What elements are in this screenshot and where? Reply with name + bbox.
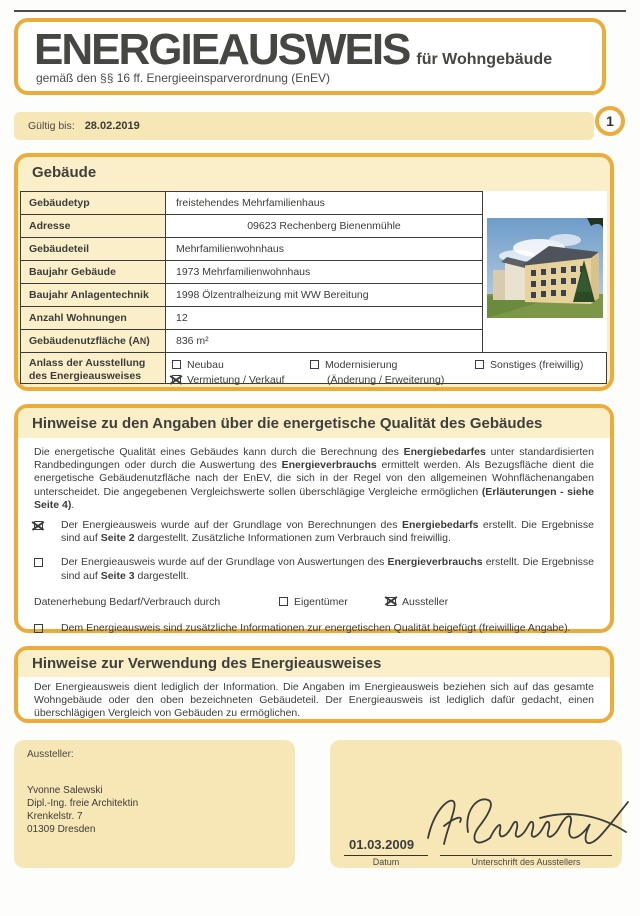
checkbox-eigentuemer-icon[interactable]: [279, 597, 288, 606]
anlass-row: [20, 352, 607, 384]
checkbox-neubau-icon[interactable]: [172, 360, 181, 369]
datenerhebung-label: Datenerhebung Bedarf/Verbrauch durch: [34, 595, 221, 608]
anlass-col-2: Modernisierung (Änderung / Erweiterung): [310, 358, 444, 388]
table-row: Adresse 09623 Rechenberg Bienenmühle: [21, 215, 482, 238]
hinweise-verwendung-title: Hinweise zur Verwendung des Energieausweises: [32, 655, 382, 672]
zusatzinfo-item: Dem Energieausweis sind zusätzliche Informationen zur energetischen Qualität beigefügt (freiwillige Angabe).: [34, 622, 594, 635]
checkbox-zusatzinfo-icon[interactable]: [34, 624, 43, 633]
signature-underline: [440, 855, 612, 856]
table-row: Gebäudeteil Mehrfamilienwohnhaus: [21, 238, 482, 261]
bedarfs-item: Der Energieausweis wurde auf der Grundlage von Berechnungen des Energiebedarfs erstellt. Die Ergebnisse sind auf Seite 2 dargestellt. Zusätzliche Informationen zum Verbrauch sind freiwillig.: [34, 519, 594, 545]
validity-label: Gültig bis:: [28, 120, 75, 132]
validity-strip: [14, 112, 594, 140]
table-row: Gebäudenutzfläche (A N ) 836 m²: [21, 330, 482, 353]
page-number: 1: [606, 113, 614, 129]
date-label: Datum: [372, 857, 400, 867]
verwendung-paragraph: Der Energieausweis dient lediglich der Information. Die Angaben im Energieausweis beziehen sich auf das gesamte Wohngebäude oder den oben bezeichneten Gebäudeteil. Der Energieausweis ist lediglich dafür gedacht, einen überschlägigen Vergleich von Gebäuden zu ermöglichen.: [34, 681, 594, 720]
building-photo: [487, 218, 603, 318]
title-box: [14, 18, 606, 95]
law-reference: gemäß den §§ 16 ff. Energieeinsparverordnung (EnEV): [36, 71, 330, 85]
hinweise-verwendung-header-band: [18, 650, 610, 677]
hinweise-qualitaet-title: Hinweise zu den Angaben über die energetische Qualität des Gebäudes: [32, 414, 543, 432]
datenerhebung-line: Datenerhebung Bedarf/Verbrauch durch Eigentümer Aussteller: [34, 595, 449, 608]
checkbox-energieverbrauch-icon[interactable]: [34, 558, 43, 567]
checkbox-vermietung-icon[interactable]: [172, 375, 181, 384]
validity-date: 28.02.2019: [84, 120, 140, 132]
checkbox-sonstiges-icon[interactable]: [475, 360, 484, 369]
checkbox-energiebedarf-icon[interactable]: [34, 521, 43, 530]
section-hinweise-verwendung: [14, 646, 614, 723]
aussteller-box: [14, 740, 295, 868]
gebaeude-section-title: Gebäude: [32, 163, 97, 181]
checkbox-modernisierung-icon[interactable]: [310, 360, 319, 369]
section-gebaeude: [14, 153, 614, 391]
aussteller-label: Aussteller:: [27, 749, 74, 760]
signature-box: [330, 740, 622, 868]
section-hinweise-qualitaet: [14, 404, 614, 633]
gebaeude-content: [20, 191, 607, 384]
verbrauchs-item: Der Energieausweis wurde auf der Grundlage von Auswertungen des Energieverbrauchs erstellt. Die Ergebnisse sind auf Seite 3 dargestellt.: [34, 556, 594, 582]
anlass-label: Anlass der Ausstellung des Energieausweises: [21, 353, 166, 383]
document-title: ENERGIEAUSWEIS: [34, 25, 410, 74]
qualitaet-paragraph: Die energetische Qualität eines Gebäudes kann durch die Berechnung des Energiebedarfes unter standardisierten Randbedingungen oder durch die Auswertung des Energieverbrauchs ermittelt werden. Als Bezugsfläche dient die energetische Gebäudenutzfläche nach der EnEV, die sich in der Regel von den allgemeinen Wohnflächenangaben unterscheidet. Die angegebenen Vergleichswerte sollen überschlägige Vergleiche ermöglichen (Erläuterungen - siehe Seite 4).: [34, 446, 595, 511]
anlass-col-1: Neubau Vermietung / Verkauf: [172, 358, 284, 388]
scan-edge-line: [14, 10, 626, 12]
document-title-suffix: für Wohngebäude: [416, 51, 553, 68]
gebaeude-table: [20, 191, 483, 353]
table-row: Gebäudetyp freistehendes Mehrfamilienhaus: [21, 192, 482, 215]
signature-label: Unterschrift des Ausstellers: [471, 857, 581, 867]
hinweise-qualitaet-header-band: [18, 408, 610, 438]
aussteller-address: Yvonne Salewski Dipl.-Ing. freie Architektin Krenkelstr. 7 01309 Dresden: [27, 785, 139, 835]
page-number-badge: [595, 106, 625, 136]
date-value: 01.03.2009: [349, 837, 415, 852]
checkbox-aussteller-icon[interactable]: [387, 597, 396, 606]
table-row: Anzahl Wohnungen 12: [21, 307, 482, 330]
gebaeude-header-band: [18, 157, 610, 187]
anlass-col-3: Sonstiges (freiwillig): [475, 358, 583, 373]
table-row: Baujahr Gebäude 1973 Mehrfamilienwohnhaus: [21, 261, 482, 284]
table-row: Baujahr Anlagentechnik 1998 Ölzentralheizung mit WW Bereitung: [21, 284, 482, 307]
date-underline: [344, 855, 428, 856]
